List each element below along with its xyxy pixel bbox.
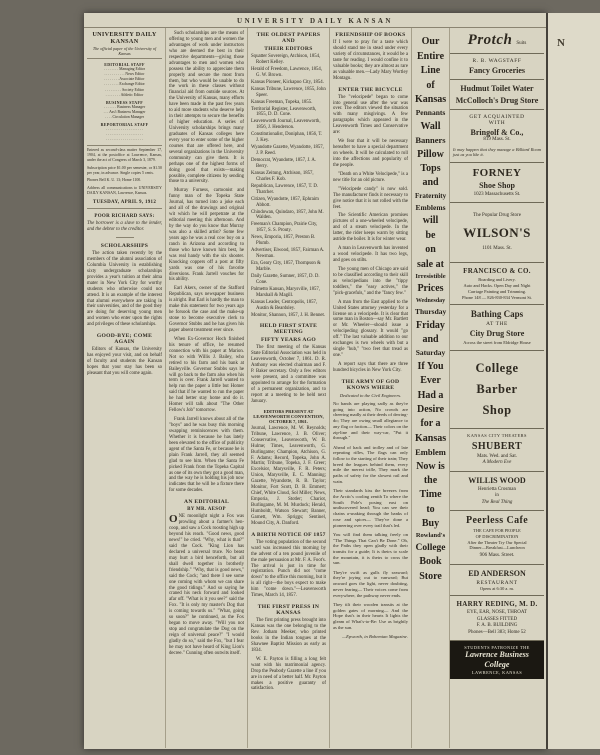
pennant-ad-word: and bbox=[422, 333, 439, 345]
army-dedication: Dedicated to the Civil Engineers. bbox=[339, 392, 402, 398]
pennant-ad-word: Entire bbox=[416, 50, 445, 62]
bathing-at-the: AT THE bbox=[486, 321, 508, 328]
paper-entry: Wyandotte Gazette, Wyandotte, 1857, J. P. Reed. bbox=[251, 145, 324, 157]
scholarships-body: The action taken recently by the members of the alumni association of Columbia University in establishing sixty undergraduate scholarships provides a year's tuition at their alma mater in New York City for worthy students who otherwise could not attend. It is an example of the interest that alumni everywhere are taking in their universities, and of the good they are doing for deserving young men and women who enter upon the rights and privileges of these scholarships. bbox=[87, 251, 162, 328]
pennant-ad-word: will bbox=[422, 215, 439, 227]
first-press-heading: THE FIRST PRESS IN KANSAS bbox=[257, 604, 320, 617]
paper-entry: Freeman's Champion, Prairie City, 1857, S. S. Prouty. bbox=[251, 222, 318, 234]
bringolf-address: 819 Mass. St. bbox=[483, 137, 511, 142]
bringolf-note: It may happen that they manage a Billiard Room just as you like it. bbox=[453, 146, 541, 158]
first-press-body: The first printing press brought into Kansas was the one belonging to the Rev. Jotham Meeker, who printed books in the Indian tongues at the Shawnee Baptist Mission as early as 1834. bbox=[251, 618, 326, 653]
staff-line: . . . . . . . Business Manager bbox=[103, 104, 146, 109]
pennant-ad-word: Friday bbox=[416, 319, 445, 331]
scholarships-heading: SCHOLARSHIPS bbox=[100, 243, 149, 249]
editorial-paragraph: Frank Jarrell knows about all of the "boys" and he was busy this morning swapping reminiscences with them. Whether it is because he has lately been elevated to the office of publicity agent of the Santa Fe, or because he is plain Frank Jarrell, they all seemed glad to see him. When the Santa Fe picked Frank from the Topeka Capital as one of its own they got a good man, and the way he is holding his job now indicates that he will be a fixture there for some decades. bbox=[169, 417, 244, 494]
anderson-hours: Opens at 6:30 a. m. bbox=[479, 585, 515, 591]
pennant-ad-word: Our bbox=[421, 36, 440, 48]
staff-line: . . . . . . . . . . . . . . . . . . . . bbox=[105, 127, 144, 132]
editorial-paragraphs bbox=[169, 31, 244, 494]
staff-lines bbox=[89, 67, 160, 98]
wilsons-address: 1101 Mass. St. bbox=[482, 245, 512, 251]
pennant-ad-word: Pillow bbox=[417, 148, 444, 160]
francisco-name: FRANCISCO & CO. bbox=[463, 267, 531, 276]
business-college-kicker: STUDENTS PATRONIZE THE bbox=[464, 645, 530, 651]
pennant-ad-column bbox=[412, 28, 450, 748]
address-notice: Address all communications to UNIVERSITY DAILY KANSAN, Lawrence, Kansas. bbox=[87, 185, 162, 196]
pennant-ad-word: Buy bbox=[421, 518, 440, 530]
editorial-paragraph: When Ex-Governor Hoch finished his tenure of office, he resumed connection with his paper at Marion. Not so with Willis J. Bailey, who retired to his farm and his bank at Baileyville. Governor Stubbs says he will go back to the farm also when his term is over. Frank Jarrell wanted to help run the paper a little but Homer said that if he wanted to run the paper he had better stay home and do it. Homer will talk about "The Other Fellow's Job" tomorrow. bbox=[169, 336, 244, 414]
ad-wagstaff bbox=[450, 54, 544, 80]
reding-glasses: GLASSES FITTED bbox=[476, 616, 518, 622]
poor-richard-heading: POOR RICHARD SAYS: bbox=[94, 214, 155, 220]
bringolf-with: WITH bbox=[488, 120, 506, 126]
ad-bringolf bbox=[450, 110, 544, 163]
pennant-ad-word: the bbox=[423, 474, 438, 486]
ad-shubert bbox=[450, 429, 544, 472]
birth-notice-heading: A BIRTH NOTICE OF 1857 bbox=[251, 531, 326, 538]
reding-phones: Phones—Bell 383; Home 52 bbox=[468, 629, 526, 635]
bicycle-items bbox=[333, 139, 408, 374]
first-meeting-heading-1: HELD FIRST STATE MEETING bbox=[259, 323, 318, 336]
wagstaff-groceries: Fancy Groceries bbox=[468, 66, 526, 75]
willis-wood-show: The Real Thing bbox=[481, 499, 513, 505]
army-poem bbox=[333, 401, 408, 631]
bicycle-item: "Death on a White Velocipede," is a new title for an old picture. bbox=[333, 171, 408, 183]
pennant-ad-word: for a bbox=[420, 418, 441, 430]
birth-notice-body: The voting population of the second ward was increased this morning by the advent of a ten pound juvenile of the male persuasion at Mr. F. A. Foot's. The arrival is just in time for registration. Punch did not "come down" to the office this morning, but it is all right—the boys expect to make him "come down."—Leavenworth Times, March 14, 1857. bbox=[251, 539, 326, 599]
column-4 bbox=[330, 28, 412, 748]
pennant-ad-word: Saturday bbox=[415, 348, 446, 358]
pennant-ad-word: Irresistible bbox=[415, 273, 446, 281]
adjacent-page-edge bbox=[546, 13, 600, 749]
reding-building: F. A. B. BUILDING bbox=[476, 623, 518, 629]
peerless-name: Peerless Cafe bbox=[465, 515, 529, 527]
reding-specialty: EYE, EAR, NOSE, THROAT bbox=[467, 610, 527, 616]
francisco-line3: Auto and Hacks. Open Day and Night bbox=[463, 283, 531, 289]
pennant-ad-word: sale at bbox=[417, 258, 444, 270]
bathing-note: Across the street from Eldridge House bbox=[463, 340, 531, 346]
paper-entry: Herald of Freedom, Lawrence, 1854, G. W. Brown. bbox=[251, 66, 322, 78]
staff-line: . . . . . . . . . . . News Editor bbox=[104, 72, 145, 77]
bringolf-name: Bringolf & Co., bbox=[470, 128, 524, 137]
bicycle-item: We fear that it will be necessary hereafter to have a special department on wheels. It will be calculated to roll into the affections and popularity of the people. bbox=[333, 139, 408, 168]
staff-line: . . . . . . . . . . . . . . . . . . . . bbox=[105, 132, 144, 137]
paper-entry: Daily Gazette, Sumner, 1857, D. D. Cone. bbox=[251, 273, 320, 285]
subscription-notice: Subscription price $1.00 per semester, or $1.50 per year, in advance. Single copies 5 cents. bbox=[87, 165, 162, 175]
pennant-ad-word: Tops bbox=[420, 162, 441, 174]
barber-line-3: Shop bbox=[482, 403, 512, 418]
paper-entry: Advertiser, Elwood, 1857, Fairman A. Newman. bbox=[251, 248, 325, 260]
ad-peerless bbox=[450, 511, 544, 564]
staff-heading: BUSINESS STAFF bbox=[106, 99, 143, 105]
column-3 bbox=[248, 28, 330, 748]
ad-bathing-caps bbox=[450, 305, 544, 351]
ad-business-college bbox=[450, 641, 544, 678]
pennant-ad-word: Line bbox=[420, 65, 441, 77]
pennant-ad-word: Banners bbox=[415, 135, 446, 146]
wilsons-tagline: The Popular Drug Store bbox=[473, 213, 521, 219]
protch-name: Protch bbox=[467, 32, 513, 48]
paper-entry: Territorial Register, Leavenworth, 1855, D. D. Cone. bbox=[251, 106, 317, 118]
pennant-ad-word: Time bbox=[419, 489, 442, 501]
bathing-caps-title: Bathing Caps bbox=[470, 309, 524, 320]
staff-heading: EDITORIAL STAFF bbox=[104, 62, 145, 67]
editorial-paragraph: Earl Akers, owner of the Stafford Republican, says newspaper business is alright. But Earl is hardly the man to make this statement for two years ago he forsook the case and the make-up stone to become executive clerk to Governor Stubbs and he has given his paper absent treatment ever since. bbox=[169, 286, 244, 333]
pennant-ad-word: and bbox=[422, 177, 439, 189]
masthead-title: UNIVERSITY DAILY KANSAN bbox=[92, 31, 157, 45]
pennant-ad-words bbox=[415, 36, 446, 581]
pennant-ad-word: be bbox=[425, 229, 436, 241]
paper-entry: Squatter Sovereign, Atchison, 1854, Robert Kelley. bbox=[251, 54, 321, 65]
paper-entry: Citizen, Wyandotte, 1857, Ephraim Abbott. bbox=[251, 196, 319, 208]
willis-wood-name: WILLIS WOOD bbox=[468, 475, 526, 485]
pennant-ad-word: Emblem bbox=[415, 447, 446, 458]
pennant-ad-word: Wall bbox=[420, 120, 441, 132]
masthead bbox=[87, 31, 162, 196]
pennant-ad-word: Thursday bbox=[415, 307, 447, 317]
bicycle-heading: ENTER THE BICYCLE bbox=[338, 86, 403, 93]
shubert-show: A Modern Eve bbox=[482, 460, 512, 466]
ad-francisco bbox=[450, 263, 544, 305]
paper-entry: Constitutionalist, Doniphan, 1856, T. J. Key. bbox=[251, 132, 323, 144]
ad-protch bbox=[450, 28, 544, 54]
aesop-heading-2: BY MR. AESOP bbox=[187, 507, 226, 513]
pennant-ad-word: Now is bbox=[416, 460, 445, 472]
bicycle-item: A man in Leavenworth has invented a wood velocipede. It has two legs, and goes on stilts. bbox=[333, 246, 408, 263]
ad-wilsons bbox=[450, 203, 544, 263]
paper-entry: Kansas Zeitung, Atchison, 1857, Charles F. Kob. bbox=[251, 170, 314, 182]
poem-stanza: They're swift as gulls fly seaward; they're joying out to vanward; But onward goes the light, never doubting, never fearing— Their voices come from everywhere, the pathway never ends. bbox=[333, 569, 408, 598]
wagstaff-name: R. B. WAGSTAFF bbox=[472, 58, 522, 64]
pennant-ad-word: College bbox=[415, 542, 446, 553]
barber-line-2: Barber bbox=[476, 382, 518, 397]
staff-line: . . . . . . . . . Society Editor bbox=[105, 87, 144, 92]
peerless-line4: After the Theater Try Our Special bbox=[467, 539, 527, 545]
phones-notice: Phones Bell K. U. 13; Home 1100. bbox=[87, 178, 142, 183]
pennant-ad-word: Wednesday bbox=[415, 297, 446, 304]
oldest-papers-list bbox=[251, 54, 326, 318]
army-heading: THE ARMY OF GOD KNOWS WHERE bbox=[341, 378, 400, 391]
poem-stanza: You will find them talking freely on "The Things That Can't Be Done." Oh, the Paths they open gladly with their transits for a guide; It is theirs to scale the mountain, it is theirs to cross the sun. bbox=[333, 531, 408, 566]
peerless-address: 906 Mass. Street. bbox=[479, 553, 515, 559]
first-meeting-body: The first meeting of the Kansas State Editorial Association was held in Leavenworth, October 7, 1861. D. R. Anthony was elected chairman and F. P. Baker secretary. Only a few editors were present, and a committee was appointed to arrange for the formation of a permanent organization, and to report at a meeting to be held next January. bbox=[251, 345, 326, 404]
francisco-line2: Boarding and Livery. bbox=[478, 277, 516, 283]
pennant-ad-word: If You bbox=[417, 360, 444, 372]
staff-line: . . . Ass't Business Manager bbox=[103, 109, 146, 114]
willis-wood-in: in bbox=[495, 493, 499, 499]
pennant-ad-word: Store bbox=[419, 570, 442, 582]
entered-notice: Entered as second-class matter September 17, 1904, at the postoffice at Lawrence, Kansas, under the act of Congress of March 3, 1879. bbox=[87, 148, 162, 163]
oldest-papers-heading-2: THEIR EDITORS bbox=[264, 46, 313, 52]
poor-richard-body: The borrower is a slave to the lender, and the debtor to the creditor. bbox=[87, 221, 162, 233]
peerless-line5: Dinner—Breakfast—Luncheon bbox=[469, 545, 525, 551]
paper-entry: News, Emporia, 1857, Preston B. Plumb. bbox=[251, 235, 316, 247]
peerless-line3: OF DISCRIMINATION bbox=[475, 533, 519, 539]
city-drug-store-name: City Drug Store bbox=[469, 329, 525, 339]
staff-heading: REPORTORIAL STAFF bbox=[100, 122, 149, 128]
poem-stanza: No bands are playing sadly as they're going into action, No crowds are cheering madly at their deeds of derring-do; They are owing small allegiance to any flag or faction— Their colors on the zip-line and their way-car, "Put it through." bbox=[333, 400, 409, 441]
staff-line: . . . . . . . . Exchange Editor bbox=[104, 82, 145, 87]
convention-body: Journal, Lawrence, M. W. Reynolds; Tribune, Lawrence, J. B. Oliver; Conservative, Leavenworth, W. B. Hulme; Times, Leavenworth, G. Burlingame; Champion, Atchison, G. F. Adams; Record, Topeka, John A. Martin; Tribune, Topeka, J. F. Greer; Excelsior, Marysville, F. R. Peters; Union, Marysville, E. C. Manning; Gazette, Wyandotte, R. B. Taylor; Monitor, Fort Scott, D. B. Emmert; Chief, White Cloud, Sol Miller; News, Emporia, J. Stotler; Chariot, Burlingame, M. M. Murdock; Herald, Humboldt, Watson Stewart; Banner, Garnett, Wm. Spriggs; Sentinel, Mound City, A. Danford. bbox=[251, 425, 326, 526]
pennant-ad-word: to bbox=[426, 503, 435, 515]
pennant-ad-word: Had a bbox=[417, 389, 444, 401]
columns-row bbox=[84, 28, 546, 748]
pennant-ad-word: Pennants bbox=[415, 108, 446, 118]
peerless-line2: THE CAFE FOR PEOPLE bbox=[473, 528, 521, 534]
ad-forney bbox=[450, 163, 544, 204]
friendship-body: If I were to pray for a taste which should stand me in stead under every variety of circumstances, it would be a taste for reading. I would confine it to valuable books; they are almost as rare as valuable men.—Lady Mary Wortley Montagu. bbox=[333, 40, 408, 81]
paper-entry: Kansas Leader, Centropolis, 1857, Austin & Beardsley. bbox=[251, 299, 318, 311]
ad-hudnut bbox=[450, 80, 544, 110]
paper-entry: Kansas Pioneer, Kickapoo City, 1854. bbox=[251, 79, 324, 85]
poem-stanza: Their standards kiss the breezes from the Arctic's cooling zenith To where the South Pole's posing east on undiscovered head; You can see their chains a-snaking through the banks of rose and spices— They've done a pioneering over every trail that's led. bbox=[333, 488, 408, 528]
convention-subhead: EDITORS PRESENT AT LEAVENWORTH CONVENTION, OCTOBER 7, 1861. bbox=[253, 408, 324, 424]
protch-tail: Suits bbox=[516, 41, 527, 46]
ad-willis-wood bbox=[450, 472, 544, 512]
bicycle-item: A man from the East applied to the United States attorney yesterday for a license on a velocipede. It is clear that some man in Boston—say Mr. Bartlett or Mr. Wheeler—should issue a velocipeding glossary. It would "go off." The last valuable addition to our exchanges is two wheels with but a single "hub," "two feet that tread as one." bbox=[333, 299, 408, 359]
editorial-paragraph: Such scholarships are the means of offering to young men and women the advantages of work under instructors who are deemed the best in their respective departments—giving those advantages to men and women who possess the ability to appreciate them properly and secure the most from them, but who would be unable to do the work in these classes without financial aid from outside sources. At the University of Kansas, many efforts have been made in the past few years to aid more students who deserve help in their attempts to secure the benefits of higher education. A series of University scholarships brings many graduates of Kansas colleges here every year to enter some of the higher courses that are offered here, and several organizations in the University community can give them. It is perhaps one of the highest forms of doing good that exists—making possible, complete citizens by sending those to a university. bbox=[169, 31, 244, 185]
column-2 bbox=[166, 28, 248, 748]
francisco-line5: Phone 148 — 826-830-834 Vermont St. bbox=[462, 294, 532, 300]
bringolf-intro: GET ACQUAINTED bbox=[469, 114, 525, 120]
shubert-name: SHUBERT bbox=[471, 440, 523, 452]
staff-line: . . . . . . . . . . . . . . . . . . . . bbox=[105, 137, 144, 142]
pennant-ad-word: Desire bbox=[416, 403, 445, 415]
poem-stanza: They tilt their wooden transits at the golden gates of morning— And the Hope that's in their hearts It lights the gleam of What's-to-Be: Use as brightly as the sun. bbox=[333, 601, 408, 630]
staff-lines bbox=[89, 105, 160, 120]
paper-entry: Era, Geary City, 1857, Thompson & Marble. bbox=[251, 261, 321, 272]
bicycle-item: A report says that there are three hundred bicycles in New York City. bbox=[333, 362, 408, 373]
goodbye-heading: GOOD-BYE; COME AGAIN bbox=[96, 333, 153, 346]
staff-line: . . . . . . . . Associate Editor bbox=[104, 77, 145, 82]
pennant-ad-word: of bbox=[426, 79, 435, 91]
shubert-kicker: KANSAS CITY THEATERS bbox=[467, 433, 527, 439]
pennant-ad-word: Kansas bbox=[415, 93, 447, 105]
staff-line: . . . . . . . . Athletic Editor bbox=[105, 92, 144, 97]
army-attribution: —Epworth, in Bohemian Magazine. bbox=[342, 634, 408, 640]
bicycle-item: The young men of Chicago are said to be classified according to their skill as velocipedians into the "tippy toddlers," the "easy actives," the "pick-gracefuls," and the "fancy few." bbox=[333, 266, 408, 296]
aesop-heading-1: AN EDITORIAL bbox=[184, 499, 229, 506]
pennant-ad-word: Prices bbox=[417, 283, 444, 295]
barber-line-1: College bbox=[475, 361, 519, 376]
anderson-restaurant: RESTAURANT bbox=[476, 579, 518, 586]
business-college-city: LAWRENCE, KANSAS bbox=[471, 669, 523, 675]
mccolloch-line: McColloch's Drug Store bbox=[455, 96, 539, 105]
ad-college-barber bbox=[450, 351, 544, 429]
rule-separator bbox=[116, 237, 134, 238]
anderson-name: ED ANDERSON bbox=[468, 568, 526, 578]
column-1 bbox=[84, 28, 166, 748]
hudnut-line: Hudmut Toilet Water bbox=[460, 84, 534, 93]
friendship-heading: FRIENDSHIP OF BOOKS bbox=[335, 32, 406, 38]
francisco-line4: Carriage Painting and Trimming. bbox=[467, 288, 527, 294]
edge-text-fragment: N bbox=[557, 37, 565, 49]
masthead-subtitle: The official paper of the University of Kansas bbox=[92, 46, 157, 56]
reding-name: HARRY REDING, M. D. bbox=[456, 600, 538, 609]
pennant-ad-word: Kansas bbox=[415, 432, 447, 444]
paper-entry: Kansas Tribune, Lawrence, 1855, John Speer. bbox=[251, 86, 326, 98]
pennant-ad-word: Emblems bbox=[415, 203, 446, 213]
willis-wood-star: Henrietta Crosman bbox=[478, 486, 516, 492]
paper-entry: Palmetto Kansan, Marysville, 1857, Marshall & Magill. bbox=[251, 286, 321, 298]
paper-entry: Chindowan, Quindaro, 1857, John M. Walden. bbox=[251, 209, 324, 221]
first-meeting-heading-2: FIFTY YEARS AGO bbox=[260, 337, 317, 344]
pennant-ad-word: Ever bbox=[420, 375, 441, 387]
forney-line: Shoe Shop bbox=[479, 180, 515, 190]
staff-box bbox=[87, 58, 162, 146]
ads-column bbox=[450, 28, 544, 748]
payton-item: W. E. Payton is filling a long felt want with his matrimonial agency. Drop the Peabody Gazette a line if you are in need of a better half. Mr. Payton makes a positive guaranty of satisfaction. bbox=[251, 656, 326, 692]
bicycle-item: The Scientific American promises pictures of a one-wheeled velocipede, and of a steam velocipede. In the latter, the rider keeps warm by sitting astride the boiler. It is for winter wear. bbox=[333, 213, 408, 243]
wilsons-name: WILSON'S bbox=[463, 224, 531, 240]
business-staff-block bbox=[89, 100, 160, 120]
pennant-ad-word: on bbox=[425, 244, 436, 256]
ad-anderson bbox=[450, 565, 544, 597]
paper-entry: Leavenworth Journal, Leavenworth, 1856, J. Henderson. bbox=[251, 119, 321, 131]
pennant-ad-word: Book bbox=[419, 556, 442, 568]
aesop-body: ONE moonlight night a Fox was prowling about a farmer's hen-coop, and saw a Cock roosting high up beyond his reach. "Good news, good news!" he cried. "Why, what is that?" said the Cock. "King Lion has declared a universal truce. No beast may hurt a bird henceforth, but all shall dwell together in brotherly friendship." "Why, that is good news," said the Cock; "and there I see some one coming with whom we can share the good tidings." And so saying he craned his neck forward and looked afar off. "What is it you see?" said the Fox. "It is only my master's Dog that is coming towards us." "What, going so soon?" he continued, as the Fox began to move away. "Will you not stop and congratulate the Dog on the reign of universal peace?" "I would gladly do so," said the Fox, "but I fear he may not have heard of King Lion's decree." Cunning often outwits itself. bbox=[169, 513, 244, 656]
dateline: TUESDAY, APRIL 9, 1912 bbox=[87, 200, 162, 209]
newspaper-page bbox=[84, 13, 546, 749]
ad-reding bbox=[450, 596, 544, 641]
pennant-ad-word: Rowland's bbox=[415, 532, 446, 540]
oldest-papers-heading-1: THE OLDEST PAPERS AND bbox=[256, 32, 321, 44]
reportorial-staff-block bbox=[89, 122, 160, 142]
forney-address: 1023 Massachusetts St. bbox=[473, 191, 521, 197]
page-banner: UNIVERSITY DAILY KANSAN bbox=[84, 13, 546, 28]
pennant-ad-word: Fraternity bbox=[415, 191, 447, 200]
shubert-mats: Mats. Wed. and Sat. bbox=[476, 453, 518, 459]
forney-name: FORNEY bbox=[472, 166, 522, 179]
editorial-paragraph: Murray Furness, cartoonist and funny man of the Topeka State Journal, has turned into a joke each and all of the drawings and original wit which he will perpetrate at the editorial meeting this afternoon. And by the way do you know that Murray was also a skilled artist? Some few years ago he was a real cow boy on a ranch in Arizona and according to those who have known him best, he was real handy with the six shooter. Knocking coppers off a post at fifty yards was one of his favorite diversions. Frank Jarrell vouches for his ability. bbox=[169, 188, 244, 283]
bicycle-item: "Velocipede candy" is now sold. The manufacturer finds it necessary to give notice that it is not rolled with the feet. bbox=[333, 186, 408, 210]
poem-stanza: Ahead of hack and trolley and of late repeating rifles, The flags can only follow to the starting of their train; They breed the leagues behind them, every mile the merest trifle, They mark the paths of safety for the slowest rail and wain. bbox=[333, 444, 408, 484]
staff-lines bbox=[89, 127, 160, 142]
paper-entry: Monitor, Shannon, 1857, J. H. Bennet. bbox=[251, 312, 326, 318]
staff-line: . . . . Circulation Manager bbox=[104, 115, 145, 119]
business-college-name: Lawrence Business College bbox=[465, 650, 529, 669]
staff-line: . . . . . . . . Managing Editor bbox=[103, 67, 146, 71]
bicycle-intro: The "velocipede" began to come into general use after the war was over. The editors viewed the situation with many misgivings. A few paragraphs which appeared in the Leavenworth Times and Conservative are: bbox=[333, 94, 408, 136]
goodbye-body: Editors of Kansas, the University has enjoyed your visit, and on behalf of faculty and students the Kansan hopes that your stay has been so pleasant that you will come again. bbox=[87, 347, 162, 376]
paper-entry: Democrat, Wyandotte, 1857, J. A. Berry. bbox=[251, 158, 317, 169]
editorial-staff-block bbox=[89, 62, 160, 98]
paper-entry: Republican, Lawrence, 1857, T. D. Thatcher. bbox=[251, 183, 319, 195]
paper-entry: Kansas Freeman, Topeka, 1855. bbox=[251, 99, 313, 105]
